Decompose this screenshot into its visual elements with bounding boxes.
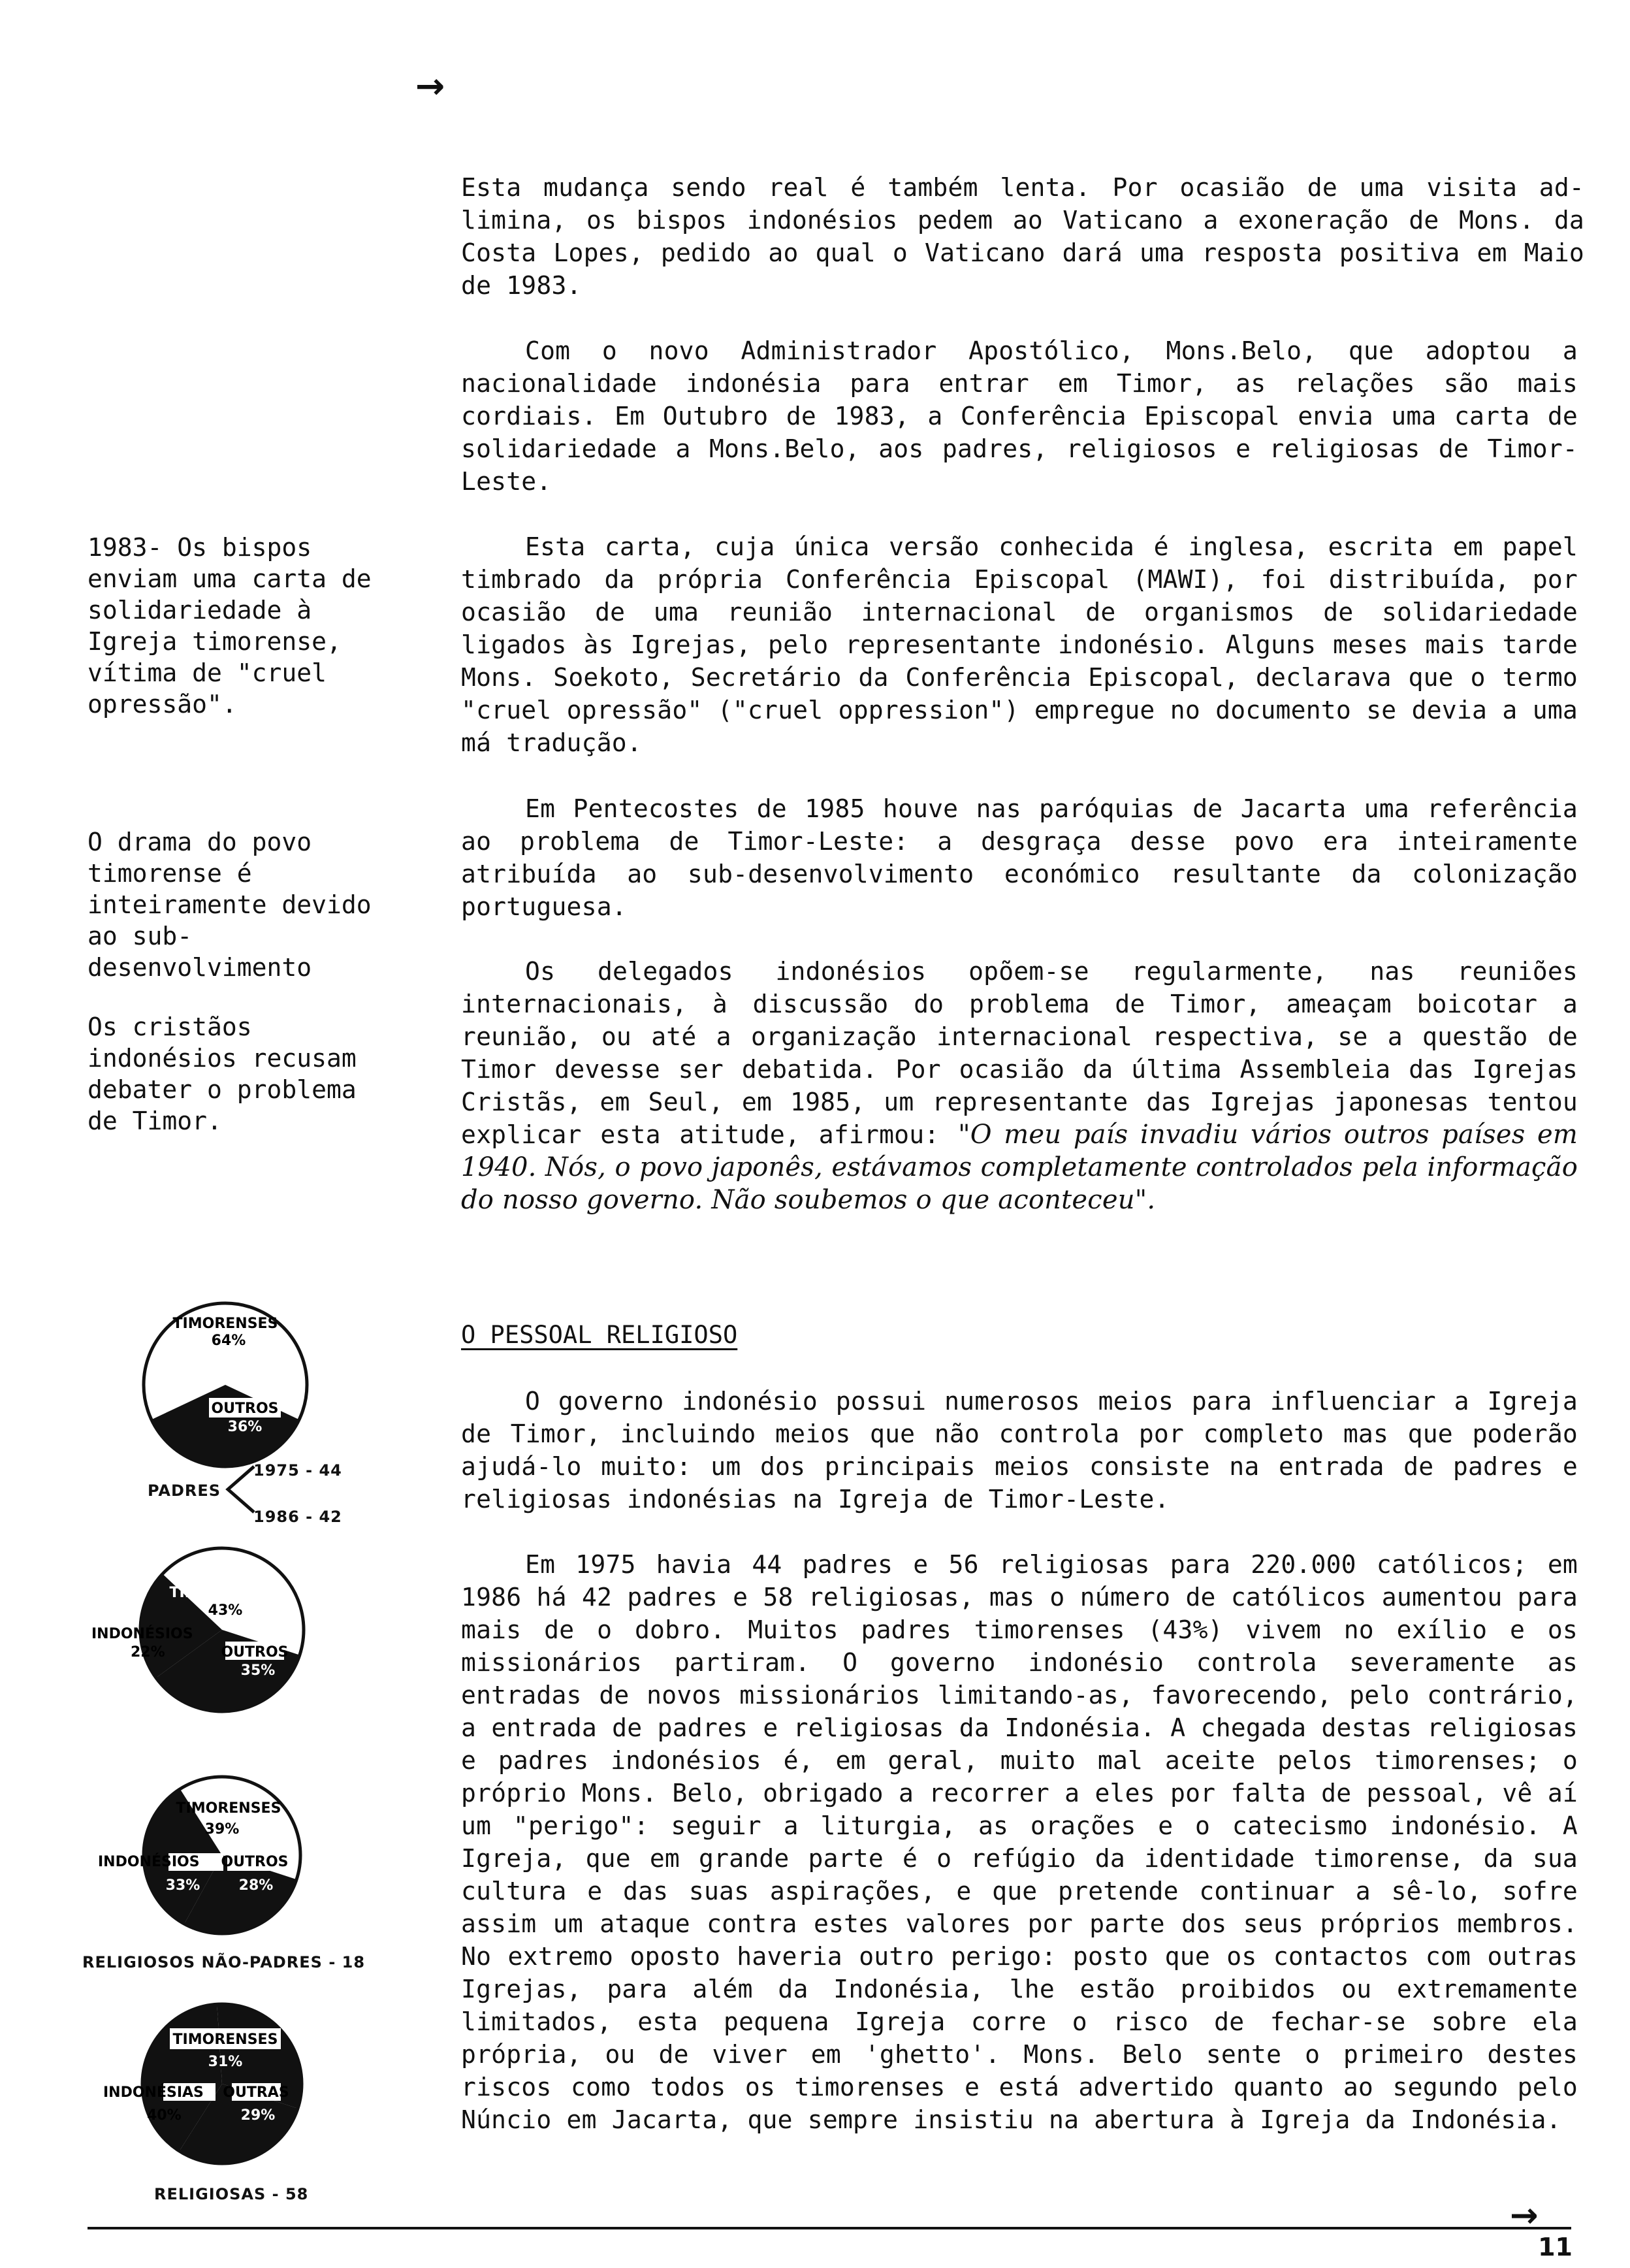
religiosos-caption: RELIGIOSOS NÃO-PADRES - 18 <box>82 1953 366 1971</box>
paragraph-5-text: Os delegados indonésios opõem-se regularmente, nas reuniões internacionais, à discussão do problema de Timor, ameaçam boicotar a reunião, ou até a organização internacional respectiva, se a questão de Timor devesse ser debatida. Por ocasião da última Assembleia das Igrejas Cristãs, em Seul, em 1985, um representante das Igrejas japonesas tentou explicar esta atitude, afirmou: <box>461 957 1578 1149</box>
sidenote-drama: O drama do povo timorense é inteiramente devido ao sub-desenvolvimento <box>88 828 372 982</box>
bottom-rule <box>88 2227 1571 2229</box>
padres-1975: 1975 - 44 <box>253 1461 342 1480</box>
pie4-label-indonesias: INDONÉSIAS <box>103 2084 204 2101</box>
top-arrow: → <box>415 65 445 106</box>
pie3-label-outros: OUTROS <box>221 1854 289 1870</box>
pie4-value-indonesias: 40% <box>147 2107 182 2124</box>
pie-chart-padres-1975 <box>137 1297 313 1473</box>
pie4-label-outras: OUTRAS <box>223 2084 289 2101</box>
sidenote-1983: 1983- Os bispos enviam uma carta de solidariedade à Igreja timorense, vítima de "cruel opressão". <box>88 533 372 719</box>
pie3-label-indonesios: INDONÉSIOS <box>98 1854 200 1870</box>
pie4-label-timorenses: TIMORENSES <box>172 2032 278 2048</box>
padres-bracket <box>225 1463 257 1515</box>
pie1-label-outros: OUTROS <box>211 1401 279 1417</box>
pie3-label-timorenses: TIMORENSES <box>176 1800 281 1817</box>
pie2-label-timorenses: TIMORENSES <box>169 1585 275 1601</box>
paragraph-1: Esta mudança sendo real é também lenta. Por ocasião de uma visita ad-limina, os bispos indonésios pedem ao Vaticano a exoneração de Mons. da Costa Lopes, pedido ao qual o Vaticano dará uma resposta positiva em Maio de 1983. <box>461 173 1584 300</box>
paragraph-7: Em 1975 havia 44 padres e 56 religiosas para 220.000 católicos; em 1986 há 42 padres e 58 religiosas, mas o número de católicos aumentou para mais de o dobro. Muitos padres timorenses (43%) vivem no exílio e os missionários partiram. O governo indonésio controla severamente as entradas de novos missionários limitando-as, favorecendo, pelo contrário, a entrada de padres e religiosas da Indonésia. A chegada destas religiosas e padres indonésios é, em geral, muito mal aceite pelos timorenses; o próprio Mons. Belo, obrigado a recorrer a eles por falta de pessoal, vê aí um "perigo": seguir a liturgia, as orações e o catecismo indonésio. A Igreja, que em grande parte é o refúgio da identidade timorense, da sua cultura e das suas aspirações, e que pretende continuar a sê-lo, sofre assim um ataque contra estes valores por parte dos seus próprios membros. No extremo oposto haveria outro perigo: posto que os contactos com outras Igrejas, para além da Indonésia, lhe estão proibidos ou extremamente limitados, esta pequena Igreja corre o risco de fechar-se sobre ela própria, ou de viver em 'ghetto'. Mons. Belo sente o primeiro destes riscos como todos os timorenses e está advertido quanto ao segundo pelo Núncio em Jacarta, que sempre insistiu na abertura à Igreja da Indonésia. <box>461 1550 1578 2134</box>
pie1-value-outros: 36% <box>227 1419 263 1435</box>
section-heading: O PESSOAL RELIGIOSO <box>461 1321 738 1349</box>
page-number: 11 <box>1538 2233 1573 2261</box>
pie4-value-outras: 29% <box>240 2107 276 2124</box>
paragraph-6: O governo indonésio possui numerosos meios para influenciar a Igreja de Timor, incluindo meios que não controla por completo mas que poderão ajudá-lo muito: um dos principais meios consiste na entrada de padres e religiosas indonésias na Igreja de Timor-Leste. <box>461 1387 1578 1514</box>
pie2-label-indonesios: INDONÉSIOS <box>91 1626 193 1642</box>
padres-label: PADRES <box>148 1482 221 1500</box>
pie2-value-timorenses: 43% <box>208 1602 243 1619</box>
pie-chart-padres-1986 <box>85 1542 320 1718</box>
pie3-value-timorenses: 39% <box>204 1821 240 1838</box>
paragraph-5 <box>461 955 1578 1216</box>
pie2-value-indonesios: 22% <box>131 1644 165 1660</box>
padres-1986: 1986 - 42 <box>253 1508 342 1526</box>
paragraph-2: Com o novo Administrador Apostólico, Mons.Belo, que adoptou a nacionalidade indonésia para entrar em Timor, as relações são mais cordiais. Em Outubro de 1983, a Conferência Episcopal envia uma carta de solidariedade a Mons.Belo, aos padres, religiosos e religiosas de Timor-Leste. <box>461 336 1578 496</box>
pie-chart-religiosas <box>91 1996 327 2172</box>
pie2-label-outros: OUTROS <box>221 1644 289 1660</box>
pie2-value-outros: 35% <box>240 1662 276 1679</box>
pie3-value-outros: 28% <box>238 1877 274 1894</box>
pie1-value-timorenses: 64% <box>211 1333 246 1349</box>
pie3-value-indonesios: 33% <box>165 1877 200 1894</box>
paragraph-4: Em Pentecostes de 1985 houve nas paróquias de Jacarta uma referência ao problema de Timor-Leste: a desgraça desse povo era inteiramente atribuída ao sub-desenvolvimento económico resultante da colonização portuguesa. <box>461 794 1578 921</box>
pie-chart-religiosos <box>85 1767 320 1943</box>
paragraph-3: Esta carta, cuja única versão conhecida é inglesa, escrita em papel timbrado da própria Conferência Episcopal (MAWI), foi distribuída, por ocasião de uma reunião internacional de organismos de solidariedade ligados às Igrejas, pelo representante indonésio. Alguns meses mais tarde Mons. Soekoto, Secretário da Conferência Episcopal, declarava que o termo "cruel opressão" ("cruel oppression") empregue no documento se devia a uma má tradução. <box>461 532 1578 757</box>
sidenote-cristaos: Os cristãos indonésios recusam debater o problema de Timor. <box>88 1012 357 1135</box>
japanese-quote: "O meu país invadiu vários outros países em 1940. Nós, o povo japonês, estávamos completamente controlados pela informação do nosso governo. Não soubemos o que aconteceu". <box>461 1120 1578 1215</box>
pie1-label-timorenses: TIMORENSES <box>172 1316 278 1332</box>
bottom-arrow: → <box>1510 2196 1539 2235</box>
religiosas-caption: RELIGIOSAS - 58 <box>154 2185 309 2203</box>
pie4-value-timorenses: 31% <box>208 2054 243 2070</box>
